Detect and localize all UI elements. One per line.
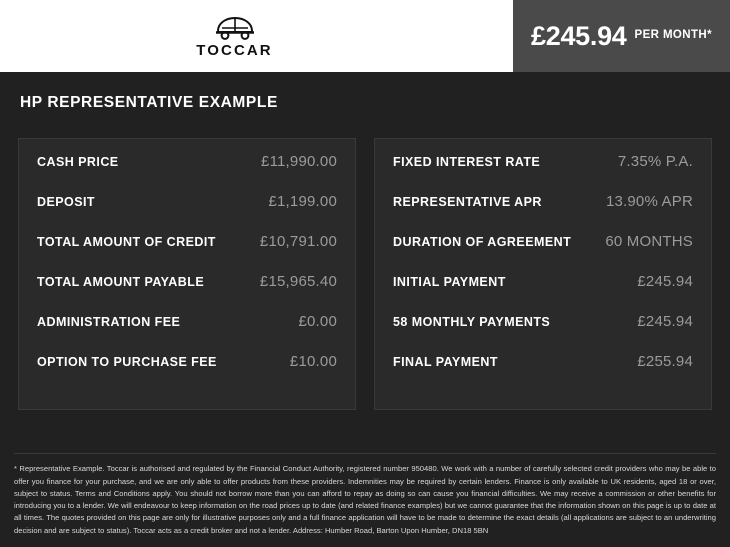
title-bar (0, 72, 730, 122)
divider (14, 453, 716, 454)
row-label: DURATION OF AGREEMENT (393, 235, 572, 249)
table-row (393, 193, 693, 233)
table-row (393, 313, 693, 353)
row-label: FIXED INTEREST RATE (393, 155, 541, 169)
table-row (37, 353, 337, 393)
disclaimer-area (0, 453, 730, 547)
price-period-label: PER MONTH* (634, 29, 712, 41)
row-label: ADMINISTRATION FEE (37, 315, 181, 329)
row-value: £15,965.40 (259, 273, 337, 290)
table-row (37, 193, 337, 233)
row-value: £11,990.00 (261, 153, 337, 170)
row-value: 13.90% APR (605, 193, 693, 210)
row-value: £1,199.00 (268, 193, 337, 210)
row-value: 60 MONTHS (605, 233, 693, 250)
row-label: TOTAL AMOUNT OF CREDIT (37, 235, 216, 249)
row-value: £245.94 (637, 313, 693, 330)
brand-area (0, 0, 513, 72)
row-value: £0.00 (298, 313, 337, 330)
table-row (37, 153, 337, 193)
row-label: INITIAL PAYMENT (393, 275, 506, 289)
page-title: HP REPRESENTATIVE EXAMPLE (20, 94, 278, 111)
row-value: £255.94 (637, 353, 693, 370)
row-value: £10.00 (289, 353, 337, 370)
table-row (37, 273, 337, 313)
logo (196, 15, 273, 58)
row-value: £245.94 (637, 273, 693, 290)
row-label: REPRESENTATIVE APR (393, 195, 542, 209)
row-value: £10,791.00 (259, 233, 337, 250)
row-label: 58 MONTHLY PAYMENTS (393, 315, 551, 329)
row-label: CASH PRICE (37, 155, 119, 169)
disclaimer-text: * Representative Example. Toccar is authorised and regulated by the Financial Conduct Authority, registered number 950480. We work with a number of carefully selected credit providers who may be able to offer you finance for your purchase, and we are only able to offer products from these providers. Indemnities may be required by certain lenders. Finance is only available to UK residents, aged 18 or over, subject to status. Terms and Conditions apply. You should not borrow more than you can afford to repay as doing so can cause you financial difficulties. We may receive a commission or other benefits for introducing you to a lender. We will endeavour to keep information on the road prices up to date (and related finance examples) but we cannot guarantee that the information shown on this page is up to date at all times. The quotes provided on this page are only for illustrative purposes only and a full finance application will have to be made to determine the exact details (all applications are subject to an underwriting decision and are subject to status). Toccar acts as a credit broker and not a lender. Address: Humber Road, Barton Upon Humber, DN18 5BN (14, 464, 716, 535)
header (0, 0, 730, 72)
row-label: DEPOSIT (37, 195, 96, 209)
row-label: TOTAL AMOUNT PAYABLE (37, 275, 205, 289)
left-figures-panel (18, 138, 356, 410)
brand-name: TOCCAR (196, 41, 273, 59)
row-label: FINAL PAYMENT (393, 355, 498, 369)
row-value: 7.35% P.A. (617, 153, 693, 170)
figures-panels (0, 122, 730, 410)
right-figures-panel (374, 138, 712, 410)
table-row (393, 353, 693, 393)
table-row (37, 313, 337, 353)
monthly-price: £245.94 (531, 20, 627, 51)
table-row (393, 153, 693, 193)
price-banner (513, 0, 730, 72)
table-row (393, 273, 693, 313)
table-row (393, 233, 693, 273)
row-label: OPTION TO PURCHASE FEE (37, 355, 217, 369)
car-badge-icon (212, 15, 258, 41)
table-row (37, 233, 337, 273)
